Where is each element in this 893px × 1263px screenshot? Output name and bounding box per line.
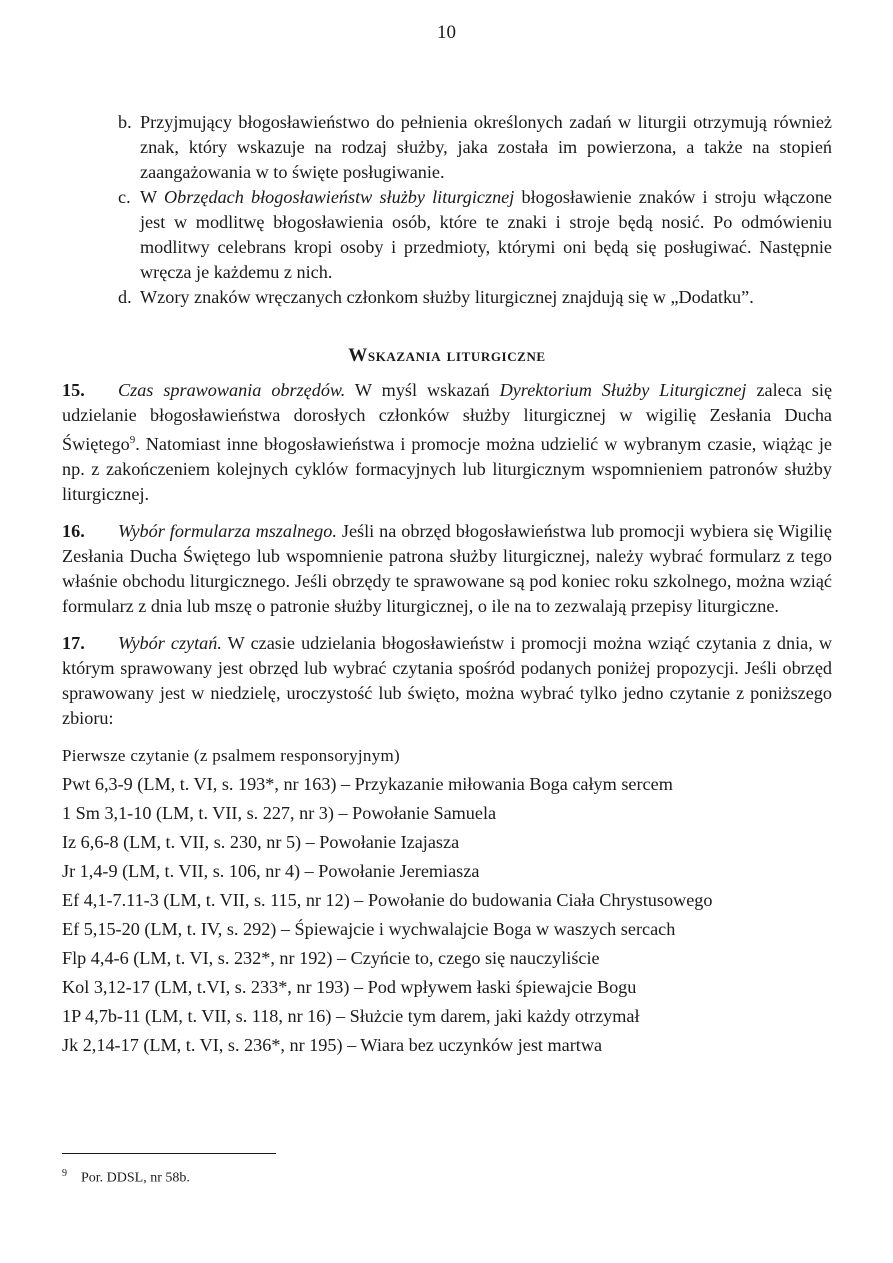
footnote bbox=[62, 1168, 190, 1187]
list-item-text: Wzory znaków wręczanych członkom służby liturgicznej znajdują się w „Dodatku”. bbox=[140, 287, 754, 307]
reading-item: Flp 4,4-6 (LM, t. VI, s. 232*, nr 192) – Czyńcie to, czego się nauczyliście bbox=[62, 948, 600, 969]
document-title-italic: Dyrektorium Służby Liturgicznej bbox=[499, 380, 747, 400]
paragraph-15 bbox=[62, 378, 832, 507]
page-content bbox=[62, 110, 832, 1058]
paragraph-16 bbox=[62, 519, 832, 619]
reading-item: 1P 4,7b-11 (LM, t. VII, s. 118, nr 16) – Służcie tym darem, jaki każdy otrzymał bbox=[62, 1006, 640, 1027]
section-title: Wskazania liturgiczne bbox=[348, 345, 546, 366]
reading-item: Pwt 6,3-9 (LM, t. VI, s. 193*, nr 163) – Przykazanie miłowania Boga całym sercem bbox=[62, 774, 673, 795]
reading-item: Jr 1,4-9 (LM, t. VII, s. 106, nr 4) – Powołanie Jeremiasza bbox=[62, 861, 480, 882]
list-item-d bbox=[118, 285, 832, 310]
paragraph-text: zaleca się udzielanie błogosławieństwa dorosłych członków służby liturgicznej w wigilię Zesłania Ducha Świętego bbox=[62, 380, 833, 455]
list-item-text: Przyjmujący błogosławieństwo do pełnienia określonych zadań w liturgii otrzymują również znak, który wskazuje na rodzaj służby, jaka została im powierzona, a także na stopień zaangażowania w to święte posługiwanie. bbox=[140, 112, 832, 182]
reading-item: Iz 6,6-8 (LM, t. VII, s. 230, nr 5) – Powołanie Izajasza bbox=[62, 832, 460, 853]
list-item-text-suffix: błogosławienie znaków i stroju włączone jest w modlitwę błogosławienia osób, które te znaki i stroje będą nosić. Po odmówieniu modlitwy celebrans kropi osoby i przedmioty, którymi oni będą się posługiwać. Następnie wręcza je każdemu z nich. bbox=[140, 187, 833, 282]
paragraph-number: 15. bbox=[62, 380, 85, 400]
list-marker: b. bbox=[118, 112, 132, 132]
paragraph-heading: Czas sprawowania obrzędów. bbox=[118, 380, 346, 400]
list-item-text-prefix: W bbox=[140, 187, 165, 207]
paragraph-number: 17. bbox=[62, 633, 85, 654]
paragraph-text: W czasie udzielania błogosławieństw i promocji można wziąć czytania z dnia, w którym sprawowany jest obrzęd lub wybrać czytania spośród podanych poniżej propozycji. Jeśli obrzęd sprawowany jest w niedzielę, uroczystość lub święto, można wybrać tylko jedno czytanie z poniższego zbioru: bbox=[62, 633, 832, 729]
reading-item: 1 Sm 3,1-10 (LM, t. VII, s. 227, nr 3) – Powołanie Samuela bbox=[62, 803, 497, 824]
reading-item: Ef 4,1-7.11-3 (LM, t. VII, s. 115, nr 12) – Powołanie do budowania Ciała Chrystusowego bbox=[62, 890, 713, 911]
reading-item: Kol 3,12-17 (LM, t.VI, s. 233*, nr 193) – Pod wpływem łaski śpiewajcie Bogu bbox=[62, 977, 637, 998]
paragraph-text: . Natomiast inne błogosławieństwa i promocje można udzielić w wybranym czasie, wiążąc je np. z zakończeniem kolejnych cyklów formacyjnych lub liturgicznym wspomnieniem patronów służby liturgicznej. bbox=[62, 434, 832, 505]
page-number: 10 bbox=[437, 22, 456, 43]
book-title-italic: Obrzędach błogosławieństw służby liturgicznej bbox=[164, 187, 515, 207]
paragraph-number: 16. bbox=[62, 521, 85, 542]
paragraph-heading: Wybór czytań. bbox=[118, 633, 222, 654]
footnote-number: 9 bbox=[62, 1168, 67, 1179]
list-marker: c. bbox=[118, 187, 131, 207]
footnote-divider bbox=[62, 1153, 276, 1154]
list-item-b bbox=[118, 110, 832, 185]
reading-item: Ef 5,15-20 (LM, t. IV, s. 292) – Śpiewajcie i wychwalajcie Boga w waszych sercach bbox=[62, 919, 676, 940]
reading-item: Jk 2,14-17 (LM, t. VI, s. 236*, nr 195) – Wiara bez uczynków jest martwa bbox=[62, 1035, 603, 1056]
lettered-list bbox=[118, 110, 832, 310]
paragraph-heading: Wybór formularza mszalnego. bbox=[118, 521, 337, 542]
readings-list bbox=[62, 772, 832, 1058]
list-marker: d. bbox=[118, 287, 132, 307]
footnote-text: Por. DDSL, nr 58b. bbox=[81, 1170, 190, 1186]
paragraph-text: W myśl wskazań bbox=[345, 380, 500, 400]
footnote-reference[interactable]: 9 bbox=[129, 434, 136, 446]
paragraph-17 bbox=[62, 631, 832, 731]
paragraph-text: Jeśli na obrzęd błogosławieństwa lub promocji wybiera się Wigilię Zesłania Ducha Świętego lub wspomnienie patrona służby liturgicznej, należy wybrać formularz z tego właśnie obchodu liturgicznego. Jeśli obrzędy te sprawowane są pod koniec roku szkolnego, można wziąć formularz z dnia lub mszę o patronie służby liturgicznej, o ile na to zezwalają przepisy liturgiczne. bbox=[62, 521, 832, 617]
list-item-c bbox=[118, 185, 832, 285]
readings-title: Pierwsze czytanie (z psalmem responsoryjnym) bbox=[62, 746, 400, 766]
